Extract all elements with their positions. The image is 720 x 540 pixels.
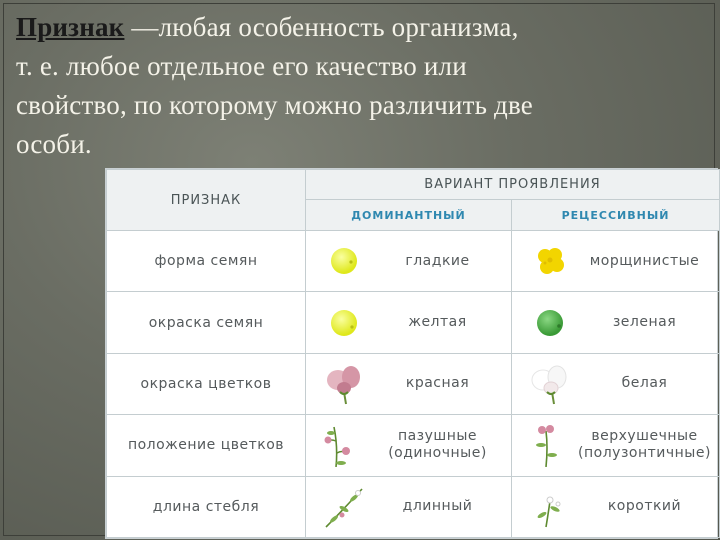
wrinkled-yellow-seed-icon (528, 239, 572, 283)
dominant-cell (306, 292, 512, 353)
dominant-label: гладкие (405, 252, 470, 269)
recessive-label: зеленая (612, 314, 677, 331)
definition-body: —любая особенность организма, т. е. любое отдельное его качество или свойство, по которому можно различить две особи. (16, 12, 533, 159)
dominant-cell (306, 415, 512, 476)
recessive-cell (512, 353, 720, 414)
table-row (107, 292, 720, 353)
axial-flower-plant-icon (322, 423, 366, 467)
recessive-label: верхушечные (полузонтичные) (578, 428, 711, 462)
tall-stem-plant-icon (322, 485, 366, 529)
yellow-seed-icon (322, 301, 366, 345)
traits-table (105, 168, 718, 539)
recessive-cell (512, 415, 720, 476)
header-dominant: ДОМИНАНТНЫЙ (306, 200, 512, 231)
recessive-cell (512, 231, 720, 292)
trait-cell: форма семян (107, 231, 306, 292)
recessive-cell (512, 476, 720, 537)
trait-cell: положение цветков (107, 415, 306, 476)
recessive-label: белая (621, 375, 668, 392)
trait-cell: окраска цветков (107, 353, 306, 414)
dominant-label: пазушные (одиночные) (388, 428, 487, 462)
dominant-label: длинный (402, 498, 473, 515)
dominant-cell (306, 476, 512, 537)
table-row (107, 231, 720, 292)
terminal-flower-plant-icon (528, 423, 572, 467)
definition-term: Признак (16, 12, 125, 42)
trait-cell: окраска семян (107, 292, 306, 353)
trait-cell: длина стебля (107, 476, 306, 537)
recessive-label: короткий (607, 498, 682, 515)
header-variant: ВАРИАНТ ПРОЯВЛЕНИЯ (306, 170, 720, 200)
table-row (107, 415, 720, 476)
dominant-cell (306, 231, 512, 292)
header-trait: ПРИЗНАК (107, 170, 306, 231)
header-recessive: РЕЦЕССИВНЫЙ (512, 200, 720, 231)
smooth-yellow-seed-icon (322, 239, 366, 283)
short-stem-plant-icon (528, 485, 572, 529)
dominant-label: желтая (408, 314, 467, 331)
recessive-label: морщинистые (589, 252, 700, 269)
green-seed-icon (528, 301, 572, 345)
table-row (107, 353, 720, 414)
table-row (107, 476, 720, 537)
recessive-cell (512, 292, 720, 353)
definition-text (16, 8, 536, 164)
dominant-label: красная (405, 375, 470, 392)
pink-flower-icon (322, 362, 366, 406)
white-flower-icon (528, 362, 572, 406)
dominant-cell (306, 353, 512, 414)
